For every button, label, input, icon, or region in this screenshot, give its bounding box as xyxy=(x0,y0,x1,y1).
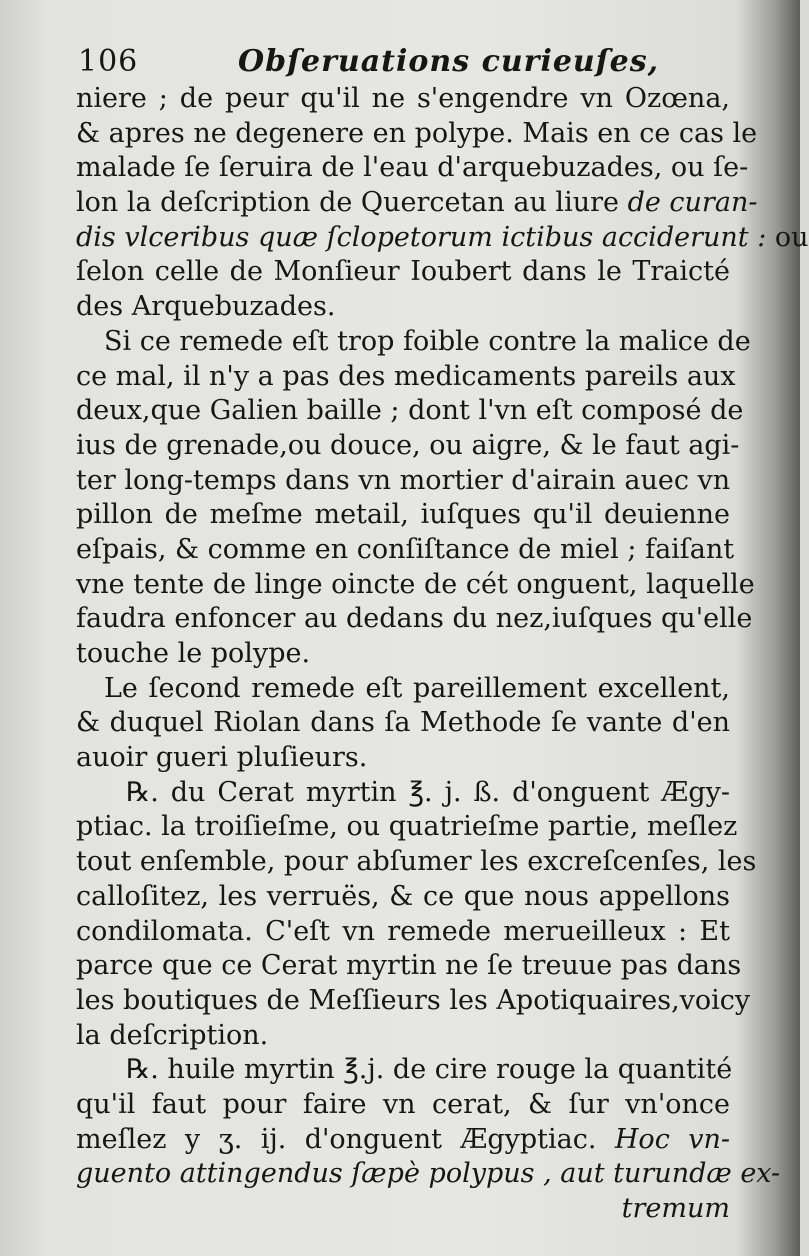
text-line: Si ce remede eſt trop foible contre la malice de xyxy=(104,325,751,357)
text-line: condilomata. C'eſt vn remede merueilleux : Et xyxy=(76,915,730,947)
text-line: dis vlceribus quæ ſclopetorum ictibus acciderunt : ou xyxy=(76,221,809,253)
text-line: ℞. huile myrtin ℥.j. de cire rouge la quantité xyxy=(126,1054,733,1086)
text-line: touche le polype. xyxy=(76,638,311,669)
text-line: malade ſe ſeruira de l'eau d'arquebuzades, ou ſe- xyxy=(76,152,749,184)
text-line: ℞. du Cerat myrtin ℥. j. ß. d'onguent Ægy- xyxy=(126,776,730,808)
running-head: Obſeruations curieuſes, xyxy=(238,44,660,79)
body-text xyxy=(76,82,809,1227)
text-line: & apres ne degenere en polype. Mais en ce cas le xyxy=(76,117,758,149)
text-line: ptiac. la troiſieſme, ou quatrieſme partie, meſlez xyxy=(76,811,738,843)
text-line: lon la deſcription de Quercetan au liure de curan- xyxy=(76,187,758,219)
text-line: ius de grenade,ou douce, ou aigre, & le faut agi- xyxy=(76,429,740,461)
catchword: tremum xyxy=(621,1193,730,1224)
text-line: eſpais, & comme en conſiſtance de miel ; faiſant xyxy=(76,533,735,565)
text-line: des Arquebuzades. xyxy=(76,291,336,323)
text-line: & duquel Riolan dans ſa Methode ſe vante d'en xyxy=(76,707,730,739)
text-line: qu'il faut pour faire vn cerat, & ſur vn'once xyxy=(76,1088,730,1120)
text-line: parce que ce Cerat myrtin ne ſe treuue pas dans xyxy=(76,950,742,982)
text-line: faudra enfoncer au dedans du nez,iuſques qu'elle xyxy=(76,603,753,635)
text-line: niere ; de peur qu'il ne s'engendre vn Ozœna, xyxy=(76,83,730,114)
text-line: tout enſemble, pour abſumer les excreſcenſes, les xyxy=(76,846,757,878)
text-line: calloſitez, les verruës, & ce que nous appellons xyxy=(76,880,730,912)
text-line: auoir gueri pluſieurs. xyxy=(76,742,368,774)
text-line: les boutiques de Meſſieurs les Apotiquaires,voicy xyxy=(76,984,751,1016)
page-number: 106 xyxy=(78,44,139,79)
text-line: pillon de meſme metail, iuſques qu'il deuienne xyxy=(76,499,730,531)
text-line: ter long-temps dans vn mortier d'airain auec vn xyxy=(76,464,731,496)
text-line: Le ſecond remede eſt pareillement excellent, xyxy=(104,672,730,704)
text-line: la deſcription. xyxy=(76,1019,269,1051)
text-line: ſelon celle de Monſieur Ioubert dans le Traicté xyxy=(76,256,730,288)
text-line: meſlez y ʒ. ij. d'onguent Ægyptiac. Hoc vn- xyxy=(76,1123,730,1155)
text-line: guento attingendus ſæpè polypus , aut turundæ ex- xyxy=(76,1158,781,1190)
text-line: deux,que Galien baille ; dont l'vn eſt composé de xyxy=(76,395,744,427)
text-line: vne tente de linge oincte de cét onguent, laquelle xyxy=(76,568,755,600)
text-line: ce mal, il n'y a pas des medicaments pareils aux xyxy=(76,360,736,392)
